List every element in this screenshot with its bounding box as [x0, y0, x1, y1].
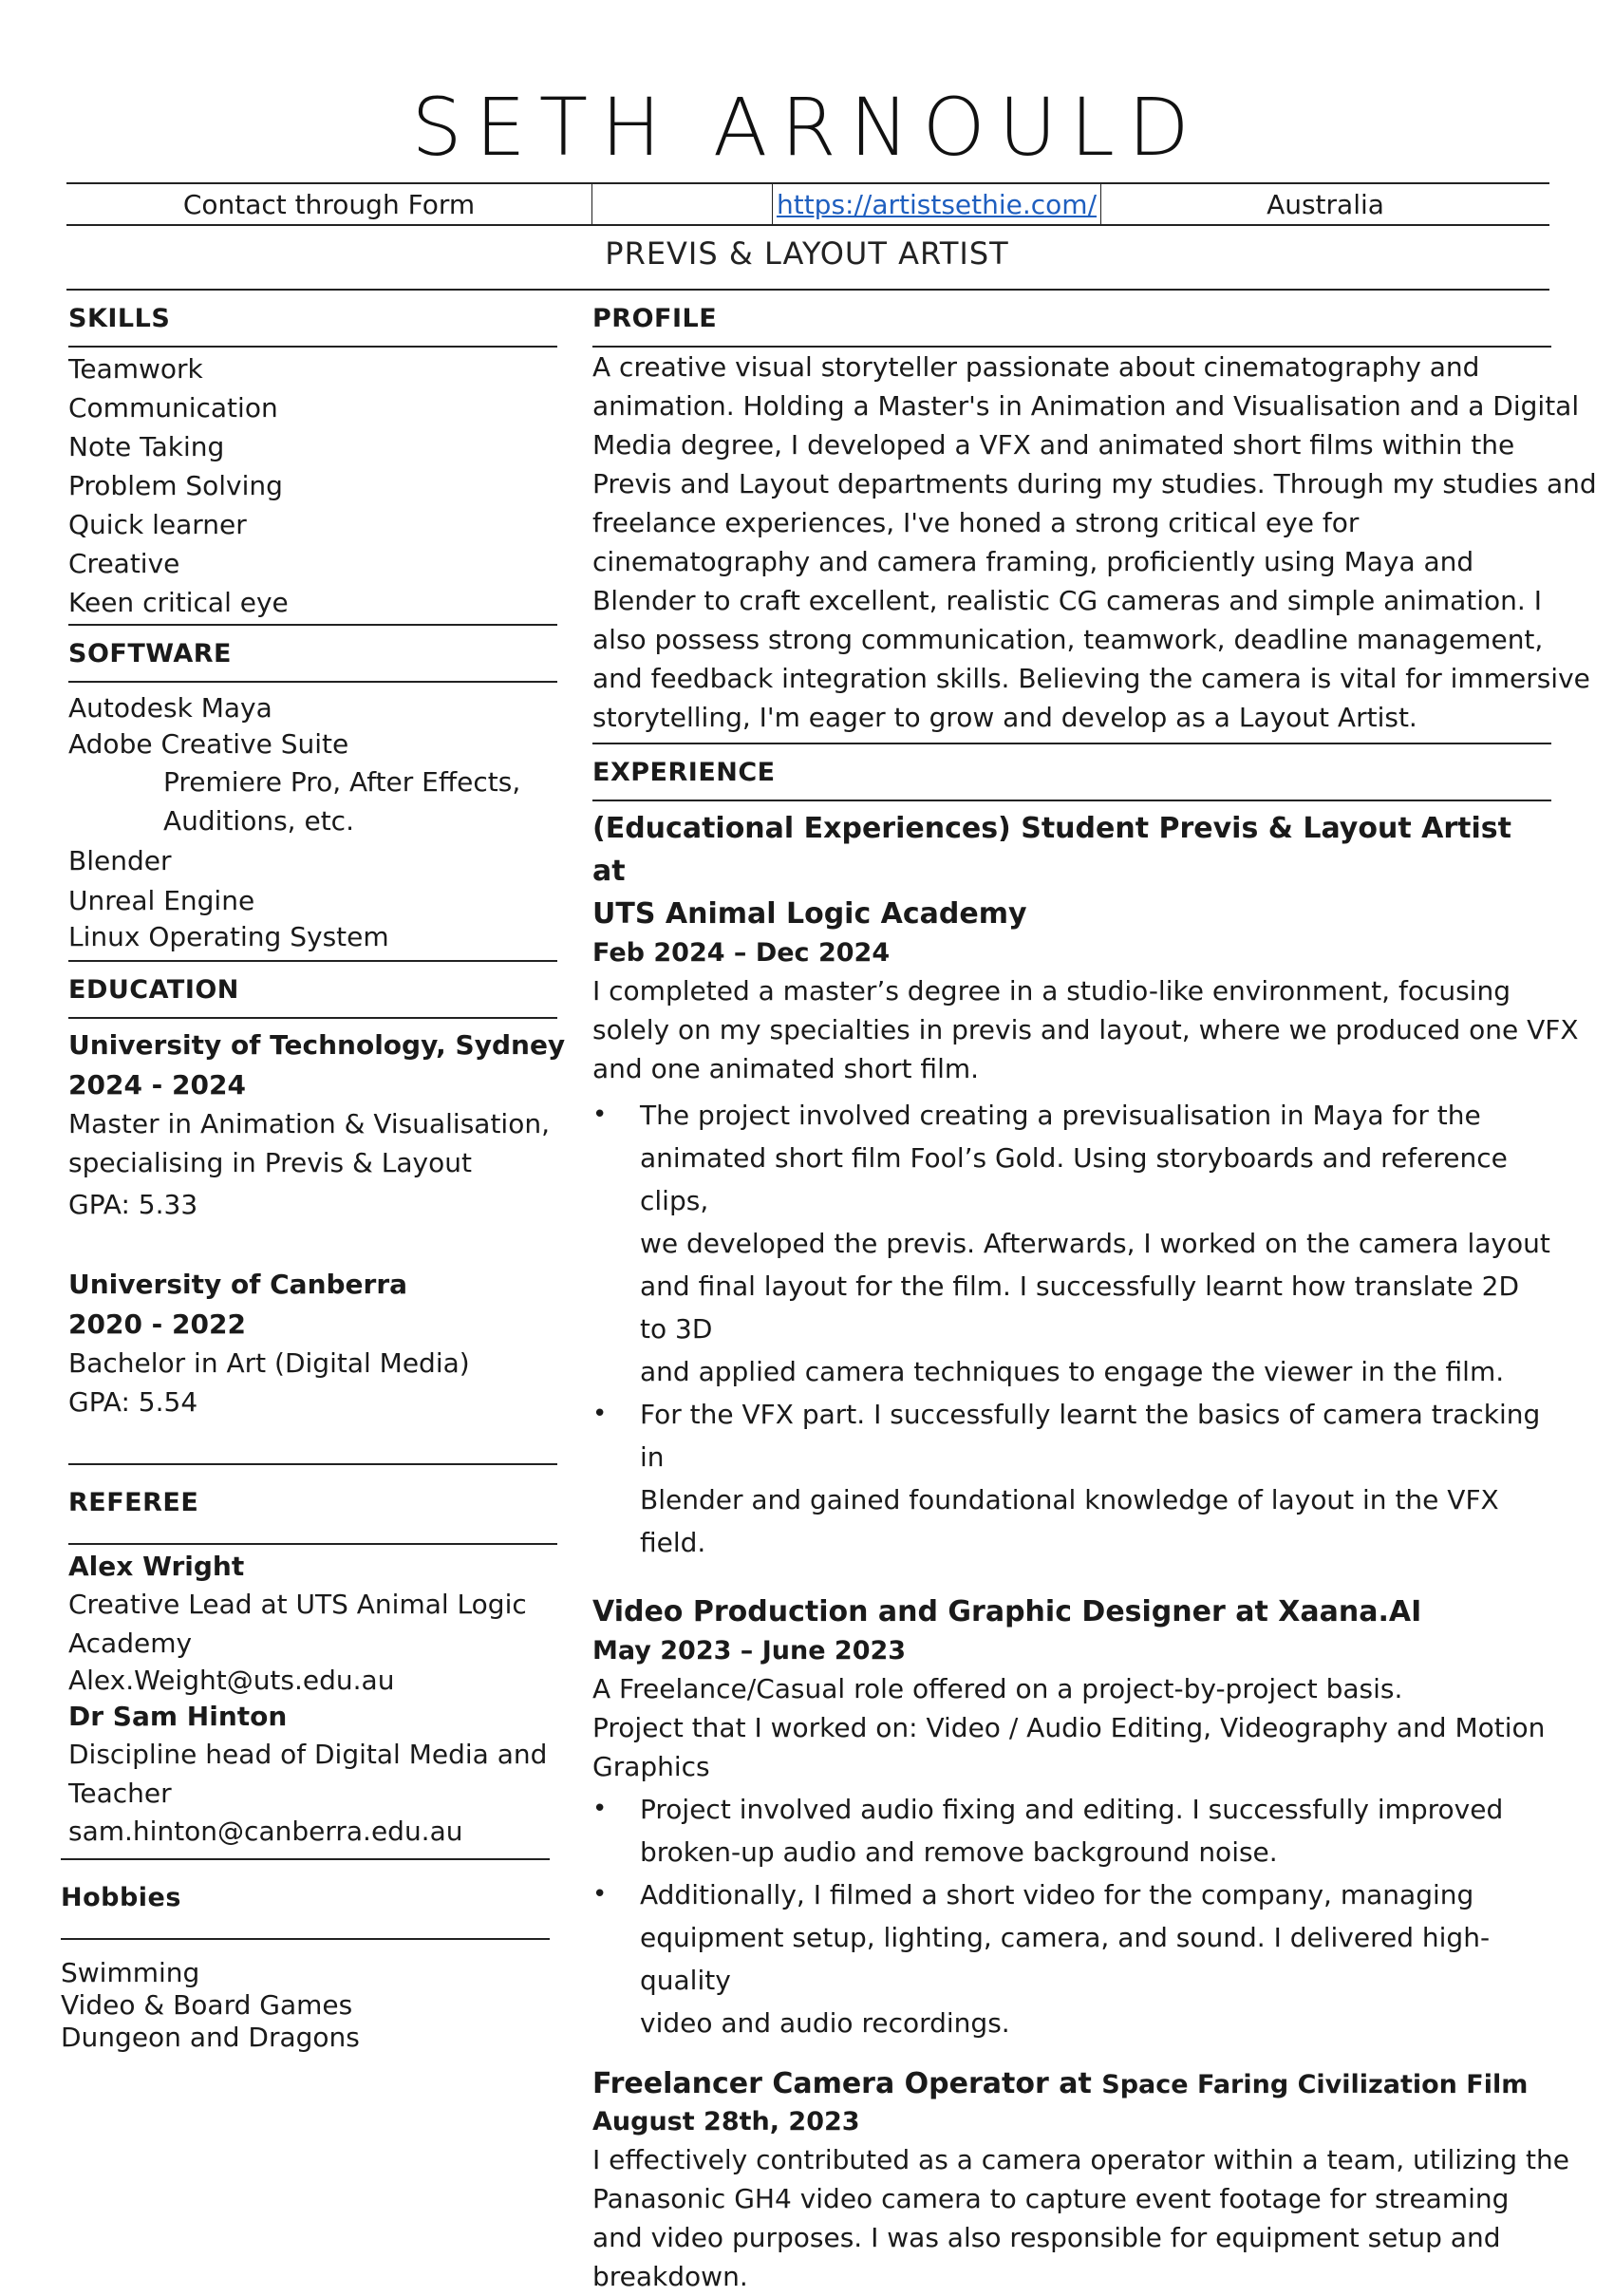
- software-item: Adobe Creative Suite: [68, 728, 349, 760]
- profile-line: freelance experiences, I've honed a strong critical eye for: [592, 507, 1360, 538]
- bullet-item: [640, 1094, 1551, 1393]
- experience-section: [592, 744, 1579, 2296]
- bullet-line: video and audio recordings.: [640, 2007, 1010, 2039]
- skills-section: [68, 291, 557, 626]
- profile-text: [592, 348, 1597, 744]
- referee-role: Teacher: [68, 1778, 172, 1809]
- referee-role: Academy: [68, 1628, 193, 1659]
- left-column: [61, 291, 566, 2054]
- job-desc: I completed a master’s degree in a studio-like environment, focusing: [592, 975, 1511, 1007]
- contact-empty-cell: [592, 184, 773, 224]
- bullet-item: [640, 1873, 1551, 2044]
- profile-line: Blender to craft excellent, realistic CG cameras and simple animation. I: [592, 585, 1542, 616]
- job-bullets: [592, 1094, 1551, 1564]
- profile-line: storytelling, I'm eager to grow and develop as a Layout Artist.: [592, 702, 1417, 733]
- referee-role: Creative Lead at UTS Animal Logic: [68, 1589, 527, 1620]
- hobby-item: Video & Board Games: [61, 1989, 353, 2021]
- profile-line: Previs and Layout departments during my studies. Through my studies and: [592, 468, 1597, 499]
- job-desc: I effectively contributed as a camera operator within a team, utilizing the: [592, 2144, 1569, 2175]
- job-title-project: Space Faring Civilization Film: [1101, 2070, 1529, 2099]
- job-entry: [592, 2044, 1569, 2296]
- job-title: UTS Animal Logic Academy: [592, 897, 1027, 931]
- bullet-line: • Project involved audio fixing and editing. I successfully improved: [640, 1794, 1504, 1825]
- referee-email: Alex.Weight@uts.edu.au: [68, 1665, 395, 1696]
- job-desc: Panasonic GH4 video camera to capture event footage for streaming: [592, 2183, 1510, 2214]
- education-entry: [68, 1019, 566, 1228]
- profile-line: cinematography and camera framing, proficiently using Maya and: [592, 546, 1474, 577]
- software-section: [68, 626, 557, 962]
- job-desc: breakdown.: [592, 2261, 748, 2292]
- job-desc: and video purposes. I was also responsible for equipment setup and: [592, 2222, 1501, 2253]
- referee-email: sam.hinton@canberra.edu.au: [68, 1816, 463, 1847]
- location: Australia: [1267, 188, 1384, 220]
- job-title: Video Production and Graphic Designer at Xaana.AI: [592, 1595, 1422, 1628]
- referee-role: Discipline head of Digital Media and: [68, 1739, 548, 1770]
- hobby-item: Swimming: [61, 1957, 200, 1988]
- software-subitem: Premiere Pro, After Effects,: [163, 766, 521, 798]
- bullet-item: [640, 1393, 1551, 1564]
- software-item: Unreal Engine: [68, 885, 255, 916]
- profile-line: also possess strong communication, teamwork, deadline management,: [592, 624, 1544, 655]
- job-entry: [592, 1564, 1551, 2044]
- right-column: [592, 291, 1597, 2296]
- referee-section: [68, 1463, 557, 1851]
- referee-name: Dr Sam Hinton: [68, 1701, 288, 1732]
- bullet-line: • Additionally, I filmed a short video for the company, managing: [640, 1879, 1474, 1910]
- software-item: Blender: [68, 845, 172, 876]
- software-heading: SOFTWARE: [68, 626, 557, 683]
- skill-item: Keen critical eye: [68, 583, 557, 626]
- job-title-role: Freelancer Camera Operator at: [592, 2067, 1092, 2100]
- education-entry: [68, 1228, 557, 1421]
- profile-section: [592, 291, 1597, 744]
- job-dates: August 28th, 2023: [592, 2107, 860, 2136]
- bullet-item: [640, 1788, 1551, 1873]
- job-role-title: PREVIS & LAYOUT ARTIST: [605, 235, 1009, 272]
- school-years: 2024 - 2024: [68, 1069, 246, 1101]
- profile-line: animation. Holding a Master's in Animation and Visualisation and a Digital: [592, 390, 1580, 422]
- skill-item: Creative: [68, 548, 180, 579]
- bullet-line: and final layout for the film. I successfully learnt how translate 2D to 3D: [640, 1270, 1520, 1345]
- experience-heading: EXPERIENCE: [592, 744, 1551, 801]
- job-desc: Project that I worked on: Video / Audio Editing, Videography and Motion: [592, 1712, 1546, 1743]
- bullet-line: broken-up audio and remove background noise.: [640, 1836, 1278, 1868]
- gpa-text: GPA: 5.33: [68, 1189, 198, 1220]
- profile-line: A creative visual storyteller passionate about cinematography and: [592, 351, 1480, 383]
- bullet-line: Blender and gained foundational knowledge of layout in the VFX field.: [640, 1484, 1499, 1558]
- candidate-name: SETH ARNOULD: [411, 81, 1203, 174]
- referee-name: Alex Wright: [68, 1551, 245, 1582]
- profile-line: and feedback integration skills. Believing the camera is vital for immersive: [592, 663, 1590, 694]
- skill-item: Note Taking: [68, 431, 225, 462]
- skill-item: Teamwork: [68, 353, 203, 385]
- software-item: Linux Operating System: [68, 920, 557, 962]
- job-title: [592, 2065, 1551, 2104]
- job-entry: [592, 801, 1579, 1564]
- job-bullets: [592, 1788, 1551, 2044]
- contact-method: Contact through Form: [66, 184, 592, 224]
- website-cell: [773, 184, 1101, 224]
- school-years: 2020 - 2022: [68, 1308, 246, 1340]
- skill-item: Communication: [68, 392, 278, 423]
- gpa-text: GPA: 5.54: [68, 1386, 198, 1418]
- hobbies-heading: Hobbies: [61, 1860, 550, 1940]
- degree-text: Bachelor in Art (Digital Media): [68, 1347, 470, 1379]
- job-dates: May 2023 – June 2023: [592, 1636, 907, 1666]
- profile-heading: PROFILE: [592, 291, 1551, 348]
- bullet-line: • The project involved creating a previsualisation in Maya for the: [640, 1100, 1481, 1131]
- skills-heading: SKILLS: [68, 291, 557, 348]
- bullet-line: • For the VFX part. I successfully learnt the basics of camera tracking in: [640, 1399, 1541, 1473]
- hobby-item: Dungeon and Dragons: [61, 2022, 360, 2053]
- software-item: Autodesk Maya: [68, 692, 272, 724]
- software-subitem: Auditions, etc.: [163, 805, 354, 837]
- job-desc: and one animated short film.: [592, 1053, 980, 1084]
- school-name: University of Canberra: [68, 1269, 408, 1300]
- education-section: [68, 962, 566, 1421]
- referee-heading: REFEREE: [68, 1465, 557, 1545]
- degree-text: specialising in Previs & Layout: [68, 1147, 472, 1178]
- job-title: (Educational Experiences) Student Previs & Layout Artist at: [592, 812, 1511, 888]
- bullet-line: equipment setup, lighting, camera, and sound. I delivered high-quality: [640, 1922, 1491, 1996]
- job-dates: Feb 2024 – Dec 2024: [592, 938, 891, 968]
- hobbies-section: [61, 1858, 550, 2054]
- school-name: University of Technology, Sydney: [68, 1029, 566, 1061]
- job-desc: solely on my specialties in previs and layout, where we produced one VFX: [592, 1014, 1579, 1045]
- website-link[interactable]: https://artistsethie.com/: [776, 188, 1098, 220]
- education-heading: EDUCATION: [68, 962, 557, 1019]
- bullet-line: and applied camera techniques to engage the viewer in the film.: [640, 1356, 1505, 1387]
- skill-item: Quick learner: [68, 509, 247, 540]
- bullet-line: animated short film Fool’s Gold. Using storyboards and reference clips,: [640, 1142, 1508, 1216]
- profile-line: Media degree, I developed a VFX and animated short films within the: [592, 429, 1515, 461]
- job-desc: A Freelance/Casual role offered on a project-by-project basis.: [592, 1673, 1403, 1704]
- bullet-line: we developed the previs. Afterwards, I worked on the camera layout: [640, 1228, 1550, 1259]
- skill-item: Problem Solving: [68, 470, 283, 501]
- degree-text: Master in Animation & Visualisation,: [68, 1108, 550, 1139]
- contact-bar: [66, 182, 1549, 226]
- job-desc: Graphics: [592, 1751, 710, 1782]
